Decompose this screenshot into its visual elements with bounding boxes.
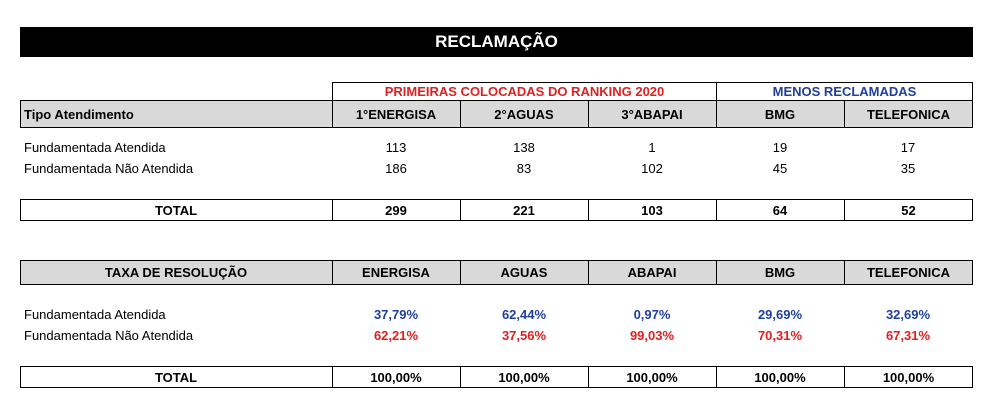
table2-total-cell: 100,00% [754,369,806,385]
table2-total-cell: 100,00% [370,369,422,385]
table2-percent-cell: 37,56% [501,328,547,343]
table1-col-energisa: 1°ENERGISA [355,106,437,122]
table2-col-bmg: BMG [764,265,796,280]
table2-percent-cell: 62,21% [373,328,419,343]
table2-col-abapai: ABAPAI [627,265,677,280]
table1-total-cell: 103 [641,202,663,218]
table1-header-label: Tipo Atendimento [24,106,134,122]
table2-percent-cell: 0,97% [633,307,671,322]
table1-row-label: Fundamentada Não Atendida [24,161,194,176]
table1-total-cell: 221 [513,202,535,218]
table2-col-aguas: AGUAS [500,265,548,280]
table1-row-label: Fundamentada Atendida [24,140,166,155]
table2-row-label: Fundamentada Não Atendida [24,328,194,343]
table2-row-label: Fundamentada Atendida [24,307,166,322]
table1-col-abapai: 3°ABAPAI [621,106,683,122]
table1-cell: 102 [641,161,663,176]
table2-total-cell: 100,00% [498,369,550,385]
table2-percent-cell: 62,44% [501,307,547,322]
table2-total-cell: 100,00% [626,369,678,385]
table2-percent-cell: 99,03% [629,328,675,343]
table2-percent-cell: 32,69% [885,307,931,322]
table1-cell: 35 [900,161,916,176]
table2-col-telefonica: TELEFONICA [866,265,951,280]
ranking-group-header: PRIMEIRAS COLOCADAS DO RANKING 2020 [332,82,717,101]
table1-total-label: TOTAL [154,202,198,218]
table1-total-cell: 64 [772,202,788,218]
table1-cell: 138 [513,140,535,155]
table1-total-cell: 52 [901,202,916,218]
table1-cell: 17 [900,140,916,155]
table1-cell: 186 [385,161,407,176]
table2-percent-cell: 29,69% [757,307,803,322]
table2-percent-cell: 67,31% [885,328,931,343]
table1-col-telefonica: TELEFONICA [866,106,951,122]
table1-total-cell: 299 [385,202,407,218]
table1-cell: 113 [385,140,407,155]
page-title: RECLAMAÇÃO [20,27,973,57]
table2-percent-cell: 37,79% [373,307,419,322]
table1-col-bmg: BMG [764,106,796,122]
table2-percent-cell: 70,31% [757,328,803,343]
table1-cell: 19 [772,140,788,155]
table1-cell: 1 [648,140,656,155]
menos-reclamadas-group-header: MENOS RECLAMADAS [716,82,973,101]
table2-header-label: TAXA DE RESOLUÇÃO [104,265,248,280]
table1-cell: 83 [516,161,532,176]
table1-col-aguas: 2°AGUAS [494,106,554,122]
table2-total-cell: 100,00% [882,369,935,385]
table2-total-label: TOTAL [154,369,198,385]
table2-col-energisa: ENERGISA [362,265,430,280]
table1-cell: 45 [772,161,788,176]
